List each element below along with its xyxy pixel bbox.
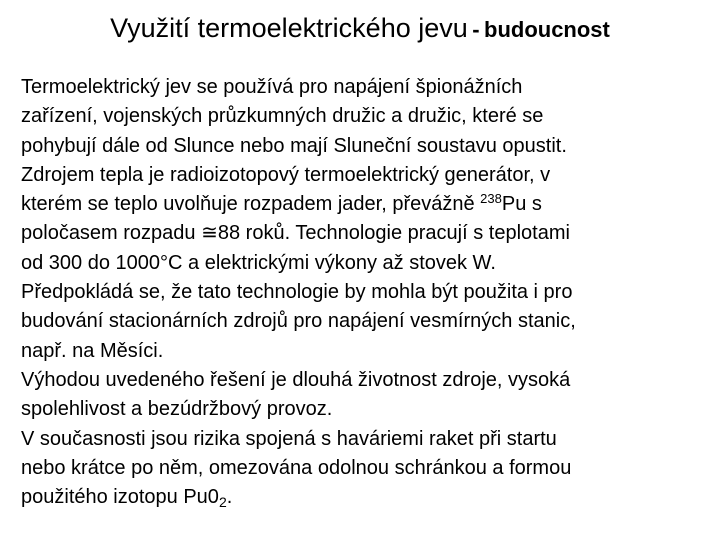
text-line: Zdrojem tepla je radioizotopový termoelektrický generátor, v	[21, 163, 551, 186]
slide-title	[0, 10, 720, 51]
text-line	[21, 483, 716, 512]
paragraph-usage	[21, 73, 716, 161]
text-line: spolehlivost a bezúdržbový provoz.	[21, 398, 333, 421]
paragraph-heat-source	[21, 161, 716, 278]
text-line: Předpokládá se, že tato technologie by mohla být použita i pro	[21, 281, 573, 304]
formula-subscript: 2	[218, 494, 227, 511]
text-line: od 300 do 1000°C a elektrickými výkony až stovek W.	[21, 251, 496, 274]
text-line: Výhodou uvedeného řešení je dlouhá životnost zdroje, vysoká	[21, 368, 571, 391]
text-fragment: .	[226, 486, 233, 509]
text-line	[21, 219, 716, 248]
text-fragment: použitého izotopu Pu0	[21, 486, 219, 509]
title-separator: -	[472, 17, 480, 42]
text-fragment: kterém se teplo uvolňuje rozpadem jader, převážně	[21, 193, 481, 216]
title-main: Využití termoelektrického jevu	[110, 13, 468, 43]
paragraph-advantages	[21, 366, 716, 425]
paragraph-risks	[21, 425, 716, 513]
text-fragment: 88 roků. Technologie pracují s teplotami	[217, 222, 570, 245]
text-line: zařízení, vojenských průzkumných družic a družic, které se	[21, 105, 544, 128]
paragraph-future-use	[21, 278, 716, 366]
approx-equal-symbol: ≅	[201, 222, 218, 245]
text-fragment: poločasem rozpadu	[21, 222, 202, 245]
text-line: nebo krátce po něm, omezována odolnou schránkou a formou	[21, 456, 572, 479]
text-line: V současnosti jsou rizika spojená s haváriemi raket při startu	[21, 427, 557, 450]
mass-number-superscript: 238	[480, 191, 502, 207]
text-line: budování stacionárních zdrojů pro napájení vesmírných stanic,	[21, 310, 576, 333]
text-line	[21, 190, 716, 219]
title-subtitle: budoucnost	[484, 17, 610, 42]
text-line: pohybují dále od Slunce nebo mají Sluneční soustavu opustit.	[21, 134, 567, 157]
text-line: např. na Měsíci.	[21, 339, 164, 362]
slide-body	[21, 73, 716, 512]
text-fragment: Pu s	[501, 193, 542, 216]
text-line: Termoelektrický jev se používá pro napájení špionážních	[21, 76, 523, 98]
